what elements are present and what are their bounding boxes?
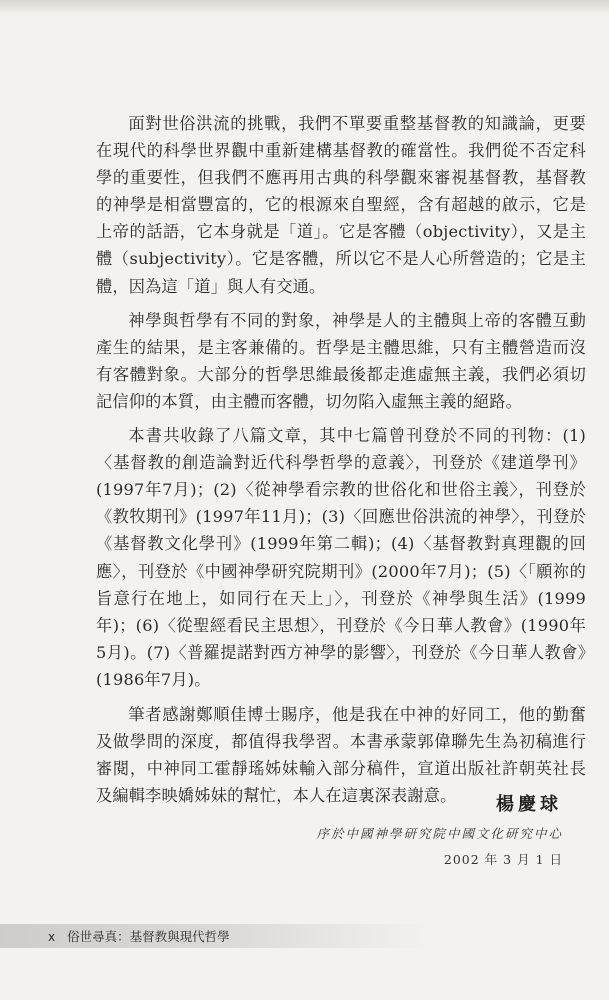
page-number: x: [48, 930, 56, 944]
preface-body: [96, 110, 586, 809]
page-top-edge: [0, 0, 609, 14]
running-title: 俗世尋真：基督教與現代哲學: [67, 929, 230, 944]
author-signature: 楊慶球: [496, 794, 562, 815]
paragraph-3: 本書共收錄了八篇文章，其中七篇曾刊登於不同的刊物：(1)〈基督教的創造論對近代科學哲學的意義〉，刊登於《建道學刊》(1997年7月)；(2)〈從神學看宗教的世俗化和世俗主義〉，刊登於《教牧期刊》(1997年11月)；(3)〈回應世俗洪流的神學〉，刊登於《基督教文化學刊》(1999年第二輯)；(4)〈基督教對真理觀的回應〉，刊登於《中國神學研究院期刊》(2000年7月)；(5)〈「願祢的旨意行在地上，如同行在天上」〉，刊登於《神學與生活》(1999年)；(6)〈從聖經看民主思想〉，刊登於《今日華人教會》(1990年5月)。(7)〈普羅提諾對西方神學的影響〉，刊登於《今日華人教會》(1986年7月)。: [96, 426, 586, 689]
paragraph-4: 筆者感謝鄭順佳博士賜序，他是我在中神的好同工，他的勤奮及做學問的深度，都值得我學習。本書承蒙郭偉聯先生為初稿進行審閱，中神同工霍靜瑤姊妹輸入部分稿件，宣道出版社許朝英社長及編輯李映嬌姊妹的幫忙，本人在這裏深表謝意。: [96, 704, 586, 806]
page-footer: [48, 927, 230, 945]
signature-date: 2002 年 3 月 1 日: [443, 852, 563, 867]
paragraph-1: 面對世俗洪流的挑戰，我們不單要重整基督教的知識論，更要在現代的科學世界觀中重新建構基督教的確當性。我們從不否定科學的重要性，但我們不應再用古典的科學觀來審視基督教，基督教的神學是相當豐富的，它的根源來自聖經，含有超越的啟示，它是上帝的話語，它本身就是「道」。它是客體（objectivity），又是主體（subjectivity）。它是客體，所以它不是人心所營造的；它是主體，因為這「道」與人有交通。: [96, 114, 586, 296]
signature-location: 序於中國神學研究院中國文化研究中心: [316, 826, 563, 841]
paragraph-2: 神學與哲學有不同的對象，神學是人的主體與上帝的客體互動產生的結果，是主客兼備的。哲學是主體思維，只有主體營造而沒有客體對象。大部分的哲學思維最後都走進虛無主義，我們必須切記信仰的本質，由主體而客體，切勿陷入虛無主義的絕路。: [96, 310, 586, 411]
